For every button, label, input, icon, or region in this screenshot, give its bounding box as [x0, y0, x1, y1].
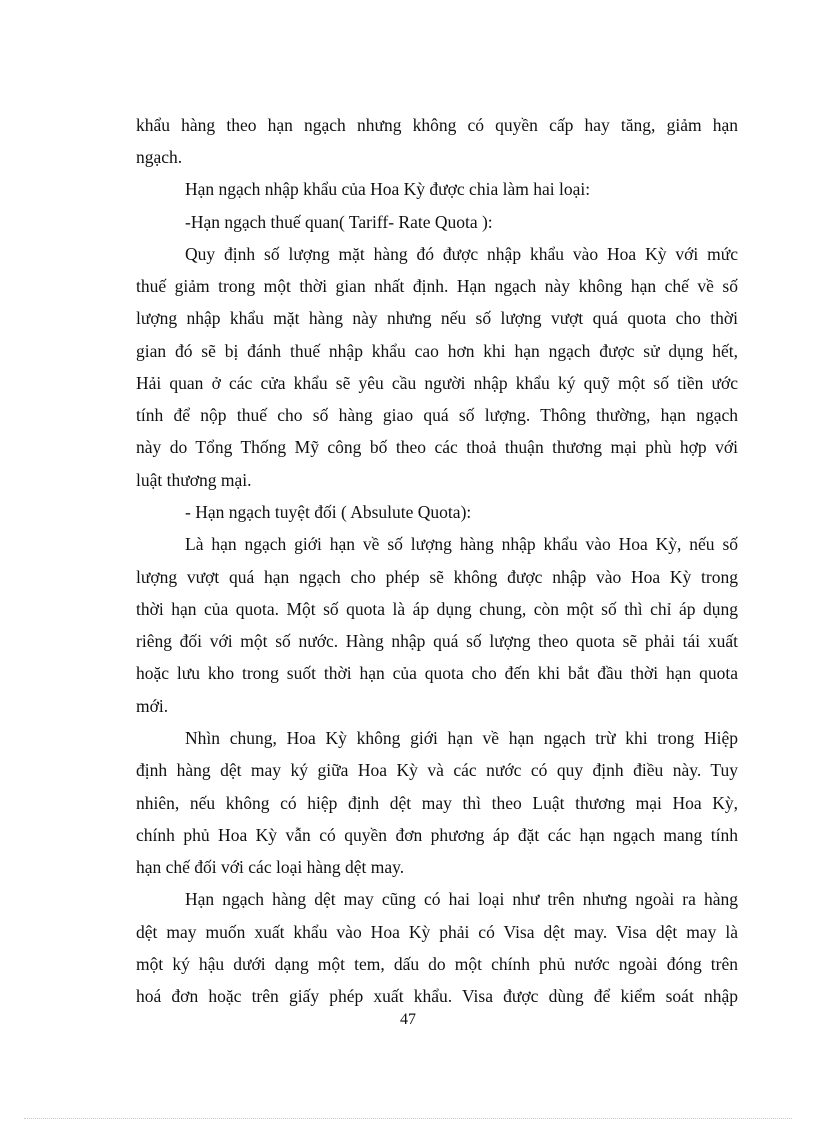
text-line: dệt may muốn xuất khẩu vào Hoa Kỳ phải có Visa dệt may. Visa dệt may là [136, 922, 738, 942]
text-line: lượng vượt quá hạn ngạch cho phép sẽ không được nhập vào Hoa Kỳ trong [136, 567, 738, 587]
text-line: Quy định số lượng mặt hàng đó được nhập khẩu vào Hoa Kỳ với mức [185, 244, 738, 264]
text-line: lượng nhập khẩu mặt hàng này nhưng nếu số lượng vượt quá quota cho thời [136, 308, 738, 328]
text-line: hạn chế đối với các loại hàng dệt may. [136, 857, 405, 877]
text-line: hoá đơn hoặc trên giấy phép xuất khẩu. Visa được dùng để kiểm soát nhập [136, 986, 738, 1006]
text-line: Nhìn chung, Hoa Kỳ không giới hạn về hạn ngạch trừ khi trong Hiệp [185, 728, 738, 748]
text-line: một ký hậu dưới dạng một tem, dấu do một chính phủ nước ngoài đóng trên [136, 954, 738, 974]
text-line: tính để nộp thuế cho số hàng giao quá số lượng. Thông thường, hạn ngạch [136, 405, 738, 425]
section-heading: - Hạn ngạch tuyệt đối ( Absulute Quota): [185, 502, 472, 522]
page-bottom-divider [24, 1118, 792, 1119]
text-line: Là hạn ngạch giới hạn về số lượng hàng nhập khẩu vào Hoa Kỳ, nếu số [185, 534, 738, 554]
text-line: riêng đối với một số nước. Hàng nhập quá số lượng theo quota sẽ phải tái xuất [136, 631, 738, 651]
text-line: Hạn ngạch hàng dệt may cũng có hai loại như trên nhưng ngoài ra hàng [185, 889, 738, 909]
text-line: gian đó sẽ bị đánh thuế nhập khẩu cao hơn khi hạn ngạch được sử dụng hết, [136, 341, 738, 361]
text-line: mới. [136, 696, 169, 716]
text-line: Hạn ngạch nhập khẩu của Hoa Kỳ được chia làm hai loại: [185, 179, 591, 199]
text-line: thuế giảm trong một thời gian nhất định. Hạn ngạch này không hạn chế về số [136, 276, 738, 296]
text-line: khẩu hàng theo hạn ngạch nhưng không có quyền cấp hay tăng, giảm hạn [136, 115, 738, 135]
text-line: ngạch. [136, 147, 183, 167]
page-number: 47 [400, 1011, 416, 1028]
text-line: chính phủ Hoa Kỳ vẫn có quyền đơn phương áp đặt các hạn ngạch mang tính [136, 825, 738, 845]
section-heading: -Hạn ngạch thuế quan( Tariff- Rate Quota ): [185, 212, 493, 232]
text-line: hoặc lưu kho trong suốt thời hạn của quota cho đến khi bắt đầu thời hạn quota [136, 663, 738, 683]
text-line: nhiên, nếu không có hiệp định dệt may thì theo Luật thương mại Hoa Kỳ, [136, 793, 738, 813]
text-line: này do Tổng Thống Mỹ công bố theo các thoả thuận thương mại phù hợp với [136, 437, 738, 457]
text-line: định hàng dệt may ký giữa Hoa Kỳ và các nước có quy định điều này. Tuy [136, 760, 738, 780]
text-line: thời hạn của quota. Một số quota là áp dụng chung, còn một số thì chỉ áp dụng [136, 599, 738, 619]
text-line: Hải quan ở các cửa khẩu sẽ yêu cầu người nhập khẩu ký quỹ một số tiền ước [136, 373, 738, 393]
text-line: luật thương mại. [136, 470, 252, 490]
